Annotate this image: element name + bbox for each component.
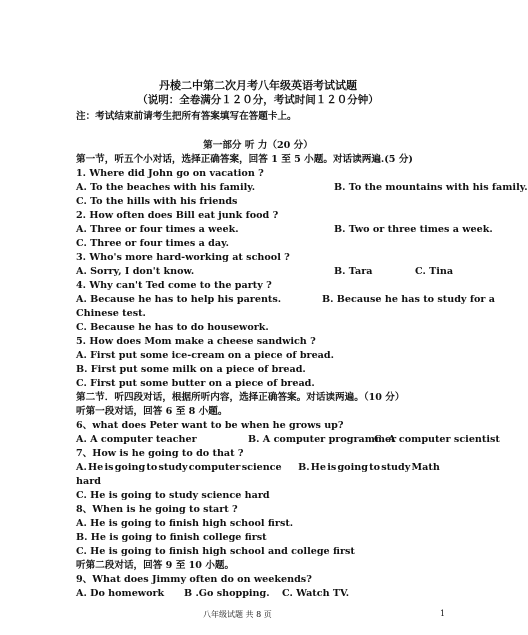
- option-c: C. Three or four times a day.: [76, 238, 229, 249]
- option-a-continued: hard: [76, 476, 101, 487]
- page-footer: [0, 609, 500, 621]
- question-3: 3. Who's more hard-working at school ?: [76, 252, 290, 263]
- option-b-word: He: [310, 462, 326, 473]
- option-b: B. Because he has to study for a: [322, 294, 495, 305]
- exam-notice: 注：考试结束前请考生把所有答案填写在答题卡上。: [76, 111, 297, 122]
- option-b: B .Go shopping.: [184, 588, 270, 599]
- option-a-word: going: [114, 462, 146, 473]
- dialog2-label: 听第二段对话，回答 9 至 10 小题。: [76, 560, 235, 571]
- question-4-options: [76, 293, 495, 306]
- question-8: 8、When is he going to start ?: [76, 504, 238, 515]
- option-a-word: is: [104, 462, 114, 473]
- question-7: 7、How is he going to do that ?: [76, 448, 244, 459]
- question-6: 6、what does Peter want to be when he grows up?: [76, 420, 344, 431]
- section1-instructions: 第一节，听五个小对话，选择正确答案，回答 1 至 5 小题。对话读两遍.(5 分): [76, 154, 413, 165]
- page-number: 1: [440, 609, 446, 618]
- option-c: C. He is going to finish high school and college first: [76, 546, 355, 557]
- option-a: A. Because he has to help his parents.: [76, 294, 282, 305]
- option-a: A. Three or four times a week.: [76, 224, 239, 235]
- question-1: 1. Where did John go on vacation ?: [76, 168, 264, 179]
- option-b-word: study: [381, 462, 411, 473]
- option-a-word: science: [241, 462, 282, 473]
- question-5: 5. How does Mom make a cheese sandwich ?: [76, 336, 316, 347]
- section2-instructions: 第二节．听四段对话，根据所听内容，选择正确答案。对话读两遍。（10 分）: [76, 392, 405, 403]
- option-c: C. Watch TV.: [282, 588, 350, 599]
- option-a: A. Sorry, I don't know.: [76, 266, 195, 277]
- option-a: A. He is going to finish high school first.: [76, 518, 294, 529]
- question-6-options: [76, 433, 500, 446]
- question-1-options: [76, 181, 528, 194]
- option-b-word: is: [327, 462, 337, 473]
- question-4: 4. Why can't Ted come to the party ?: [76, 280, 272, 291]
- question-2: 2. How often does Bill eat junk food ?: [76, 210, 279, 221]
- option-b-continued: Chinese test.: [76, 308, 146, 319]
- page-title: 丹棱二中第二次月考八年级英语考试试题: [159, 79, 357, 92]
- option-c: C. First put some butter on a piece of bread.: [76, 378, 315, 389]
- footer-text: 八年级试题 共 8 页: [203, 610, 272, 619]
- option-a-word: to: [146, 462, 158, 473]
- part1-heading: 第一部分 听 力（20 分）: [203, 140, 313, 151]
- option-b: B. He is going to finish college first: [76, 532, 267, 543]
- option-b: B. Tara: [334, 266, 373, 277]
- option-a: A. Do homework: [76, 588, 165, 599]
- option-a: A. To the beaches with his family.: [76, 182, 256, 193]
- option-a-word: computer: [188, 462, 241, 473]
- option-b-word: going: [337, 462, 368, 473]
- question-9-options: [76, 587, 440, 600]
- option-c: C. To the hills with his friends: [76, 196, 238, 207]
- option-c: C. He is going to study science hard: [76, 490, 270, 501]
- exam-instructions: （说明：全卷满分１２０分，考试时间１２０分钟）: [137, 94, 379, 106]
- option-a-word: A.: [76, 462, 87, 473]
- spacer: [283, 461, 297, 474]
- question-3-options: [76, 265, 454, 278]
- option-b-word: Math: [411, 462, 440, 473]
- option-b-word: to: [369, 462, 380, 473]
- question-7-options: [76, 461, 440, 474]
- option-b: B. A computer programmer: [248, 434, 397, 445]
- option-c: C. Because he has to do housework.: [76, 322, 269, 333]
- dialog1-label: 听第一段对话，回答 6 至 8 小题。: [76, 406, 228, 417]
- option-b: B. First put some milk on a piece of bread.: [76, 364, 306, 375]
- option-b: B. Two or three times a week.: [334, 224, 493, 235]
- option-b: B. To the mountains with his family.: [334, 182, 528, 193]
- option-b-word: B.: [298, 462, 310, 473]
- question-2-options: [76, 223, 493, 236]
- option-c: C. A computer scientist: [374, 434, 500, 445]
- option-a: A. First put some ice-cream on a piece of bread.: [76, 350, 334, 361]
- option-a-word: study: [158, 462, 188, 473]
- option-a: A. A computer teacher: [76, 434, 197, 445]
- option-a-word: He: [88, 462, 104, 473]
- option-c: C. Tina: [415, 266, 454, 277]
- question-9: 9、What does Jimmy often do on weekends?: [76, 574, 312, 585]
